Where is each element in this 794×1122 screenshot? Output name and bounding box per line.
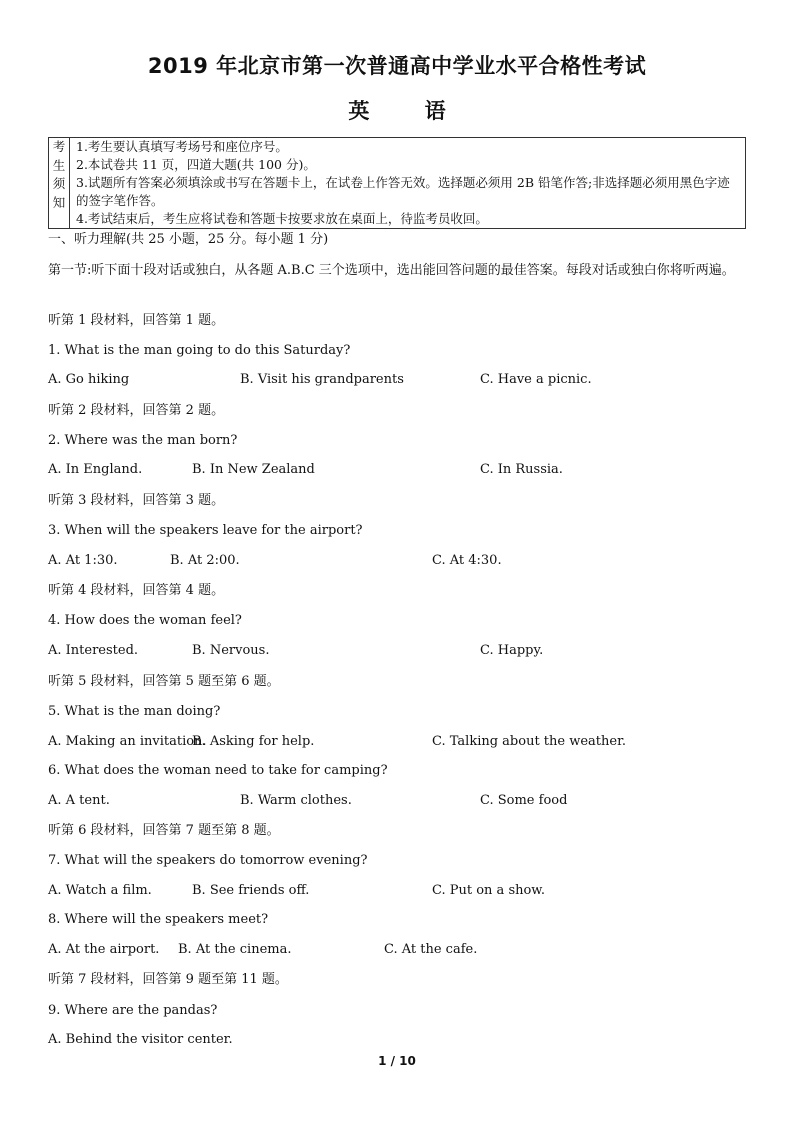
notice-body (70, 138, 745, 228)
material-line: 听第 5 段材料，回答第 5 题至第 6 题。 (48, 674, 280, 689)
option-c: C. Some food (480, 793, 568, 808)
option-c: C. Happy. (480, 643, 544, 658)
option-a: A. At 1:30. (48, 553, 118, 568)
option-a: A. At the airport. (48, 942, 160, 957)
exam-title: 2019 年北京市第一次普通高中学业水平合格性考试 (147, 54, 647, 78)
option-a: A. Go hiking (48, 372, 130, 387)
option-c: C. At 4:30. (432, 553, 502, 568)
material-line: 听第 6 段材料，回答第 7 题至第 8 题。 (48, 823, 280, 838)
option-a: A. In England. (48, 462, 143, 477)
question: 2. Where was the man born? (48, 433, 238, 448)
option-a: A. Interested. (48, 643, 139, 658)
option-b: B. See friends off. (192, 883, 310, 898)
notice-item: 2.本试卷共 11 页，四道大题(共 100 分)。 (76, 157, 316, 172)
question: 8. Where will the speakers meet? (48, 912, 269, 927)
question: 6. What does the woman need to take for camping? (48, 763, 388, 778)
option-a: A. Behind the visitor center. (48, 1032, 233, 1047)
option-b: B. Asking for help. (192, 734, 315, 749)
option-b: B. At the cinema. (178, 942, 292, 957)
option-b: B. In New Zealand (192, 462, 315, 477)
question: 4. How does the woman feel? (48, 613, 242, 628)
notice-item: 4.考试结束后，考生应将试卷和答题卡按要求放在桌面上，待监考员收回。 (76, 211, 488, 226)
material-line: 听第 1 段材料，回答第 1 题。 (48, 313, 225, 328)
material-line: 听第 7 段材料，回答第 9 题至第 11 题。 (48, 972, 288, 987)
notice-box (48, 137, 746, 229)
option-b: B. At 2:00. (170, 553, 240, 568)
notice-label-char: 须 (52, 176, 66, 191)
notice-item: 3.试题所有答案必须填涂或书写在答题卡上，在试卷上作答无效。选择题必须用 2B 铅笔作答;非选择题必须用黑色字迹的签字笔作答。 (76, 175, 730, 208)
option-c: C. Put on a show. (432, 883, 546, 898)
option-c: C. Have a picnic. (480, 372, 592, 387)
question: 1. What is the man going to do this Saturday? (48, 343, 351, 358)
option-c: C. In Russia. (480, 462, 563, 477)
option-b: B. Warm clothes. (240, 793, 352, 808)
notice-label-char: 知 (52, 194, 66, 210)
notice-label-char: 考 (52, 139, 66, 154)
option-a: A. Watch a film. (48, 883, 152, 898)
section-heading: 一、听力理解(共 25 小题，25 分。每小题 1 分) (48, 232, 329, 247)
section-instruction: 第一节:听下面十段对话或独白，从各题 A.B.C 三个选项中，选出能回答问题的最佳答案。每段对话或独白你将听两遍。 (48, 263, 735, 278)
question: 3. When will the speakers leave for the airport? (48, 523, 363, 538)
option-a: A. A tent. (48, 793, 110, 808)
option-a: A. Making an invitation. (48, 734, 207, 749)
notice-item: 1.考生要认真填写考场号和座位序号。 (76, 139, 288, 154)
material-line: 听第 4 段材料，回答第 4 题。 (48, 583, 225, 598)
option-b: B. Visit his grandparents (240, 372, 404, 387)
subject-title: 英 语 (348, 99, 446, 123)
question: 7. What will the speakers do tomorrow evening? (48, 853, 368, 868)
notice-label-char: 生 (52, 157, 66, 173)
notice-label (49, 138, 70, 228)
option-c: C. At the cafe. (384, 942, 478, 957)
question: 5. What is the man doing? (48, 704, 221, 719)
option-c: C. Talking about the weather. (432, 734, 627, 749)
material-line: 听第 2 段材料，回答第 2 题。 (48, 403, 225, 418)
page-number: 1 / 10 (378, 1054, 416, 1068)
material-line: 听第 3 段材料，回答第 3 题。 (48, 493, 225, 508)
option-b: B. Nervous. (192, 643, 270, 658)
question: 9. Where are the pandas? (48, 1003, 218, 1018)
